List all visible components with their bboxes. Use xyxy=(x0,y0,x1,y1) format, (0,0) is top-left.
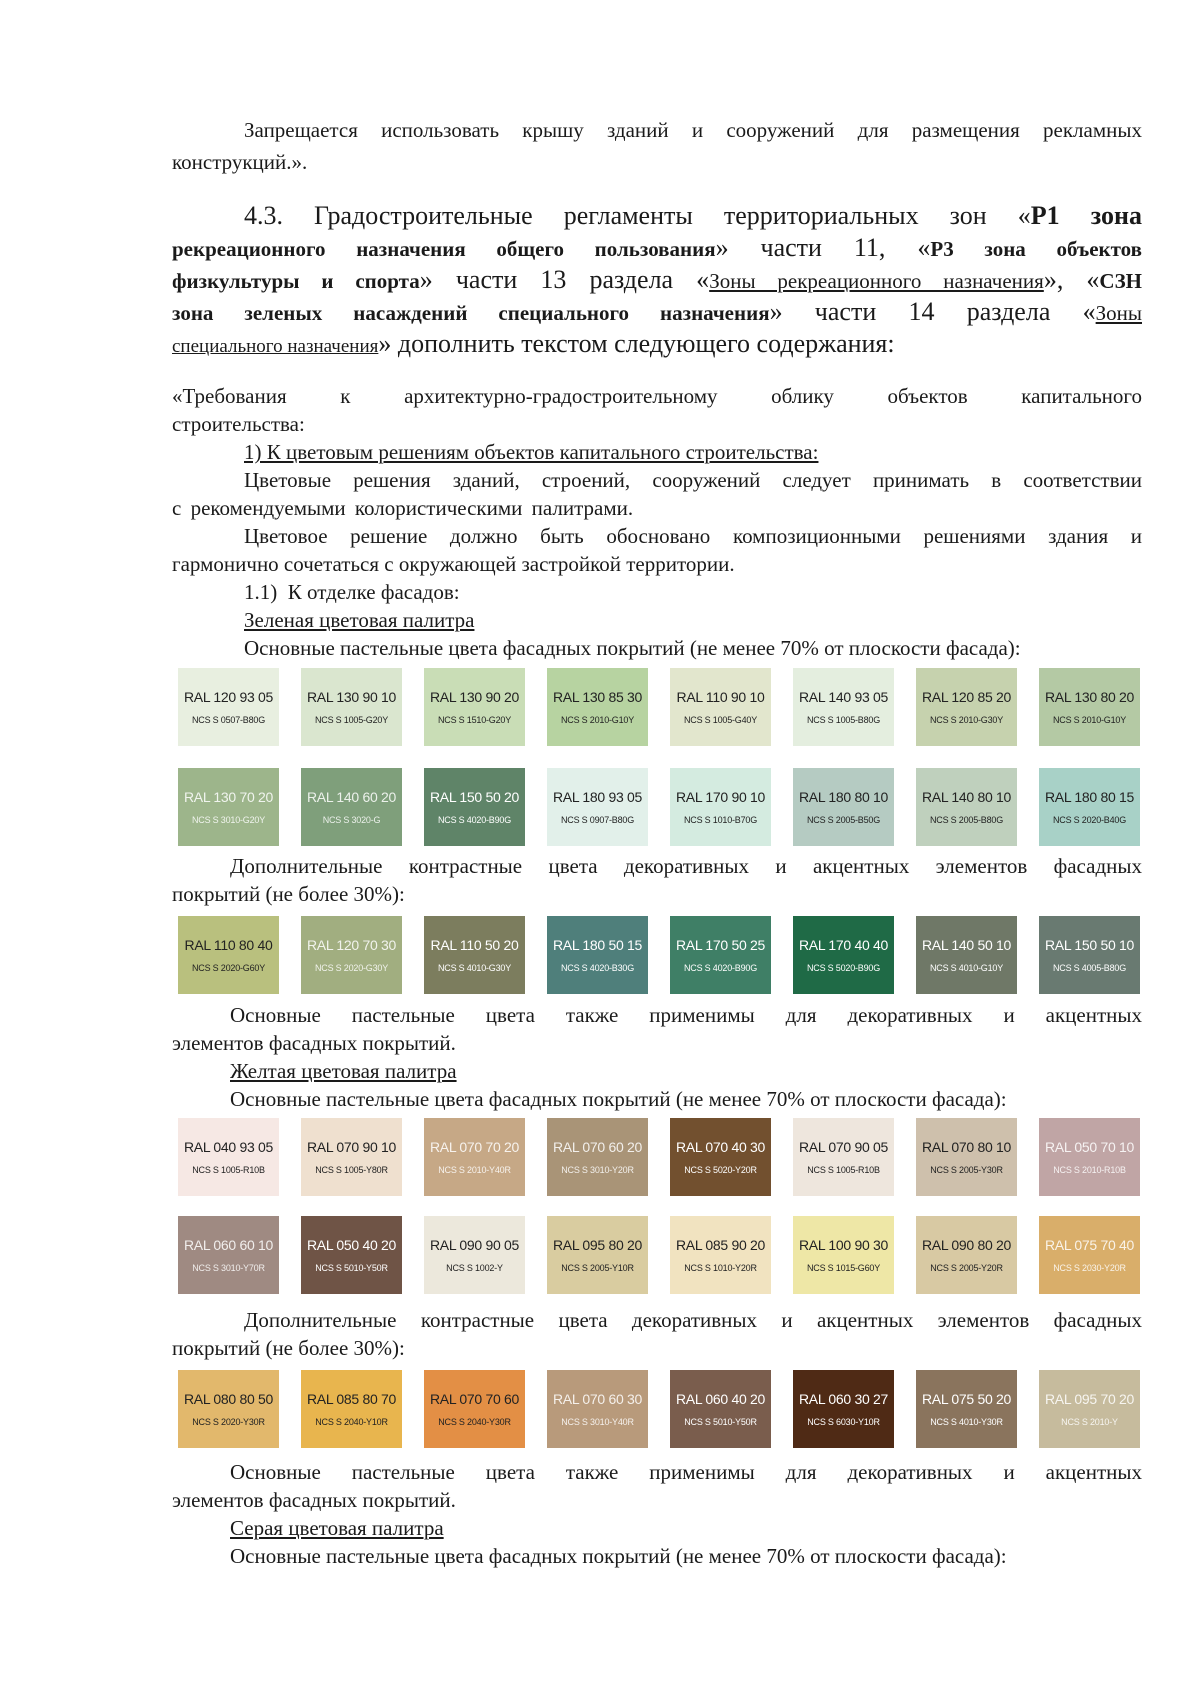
ral-code: RAL 140 80 10 xyxy=(922,789,1011,805)
paragraph-line: «Требования к архитектурно-градостроительному облику объектов капитального xyxy=(172,384,1142,408)
ral-code: RAL 050 40 20 xyxy=(307,1237,396,1253)
ral-code: RAL 110 50 20 xyxy=(430,937,519,953)
color-swatch xyxy=(793,668,894,746)
color-swatch xyxy=(793,1370,894,1448)
color-swatch xyxy=(547,1216,648,1294)
paragraph-line: покрытий (не более 30%): xyxy=(172,882,405,906)
ral-code: RAL 070 90 10 xyxy=(307,1139,396,1155)
ncs-code: NCS S 2020-G60Y xyxy=(191,963,266,973)
ral-code: RAL 095 70 20 xyxy=(1045,1391,1134,1407)
ral-code: RAL 140 60 20 xyxy=(307,789,396,805)
palette-title: Серая цветовая палитра xyxy=(230,1516,444,1540)
ncs-code: NCS S 3010-Y70R xyxy=(192,1263,265,1273)
ncs-code: NCS S 3010-Y40R xyxy=(561,1417,634,1427)
ncs-code: NCS S 0907-B80G xyxy=(560,815,635,825)
ncs-code: NCS S 4020-B30G xyxy=(560,963,635,973)
color-swatch xyxy=(301,1216,402,1294)
ncs-code: NCS S 1002-Y xyxy=(446,1263,503,1273)
ral-code: RAL 180 50 15 xyxy=(553,937,642,953)
ncs-code: NCS S 4010-G30Y xyxy=(437,963,512,973)
color-swatch xyxy=(424,916,525,994)
palette-yellow-main-row-2 xyxy=(178,1216,1142,1294)
color-swatch xyxy=(670,916,771,994)
color-swatch xyxy=(424,1370,525,1448)
section-heading-line xyxy=(172,264,1142,297)
paragraph-line: Дополнительные контрастные цвета декоративных и акцентных элементов фасадных xyxy=(230,854,1142,878)
ncs-code: NCS S 5010-Y50R xyxy=(315,1263,388,1273)
paragraph-line: Дополнительные контрастные цвета декоративных и акцентных элементов фасадных xyxy=(244,1308,1142,1332)
ncs-code: NCS S 4020-B90G xyxy=(437,815,512,825)
section-link[interactable]: Зоны xyxy=(1095,301,1142,325)
ral-code: RAL 070 70 20 xyxy=(430,1139,519,1155)
ral-code: RAL 170 50 25 xyxy=(676,937,765,953)
ncs-code: NCS S 1005-G20Y xyxy=(314,715,389,725)
section-heading-line xyxy=(244,200,1142,232)
ncs-code: NCS S 5020-Y20R xyxy=(684,1165,757,1175)
color-swatch xyxy=(547,1118,648,1196)
list-item-heading: 1.1) К отделке фасадов: xyxy=(244,580,460,604)
ral-code: RAL 050 70 10 xyxy=(1045,1139,1134,1155)
ral-code: RAL 140 93 05 xyxy=(799,689,888,705)
list-item-heading: 1) К цветовым решениям объектов капитального строительства: xyxy=(244,440,819,464)
ral-code: RAL 130 80 20 xyxy=(1045,689,1134,705)
bold-run: рекреационного назначения общего пользования xyxy=(172,237,716,261)
ncs-code: NCS S 1005-R10B xyxy=(807,1165,880,1175)
paragraph-line: элементов фасадных покрытий. xyxy=(172,1488,456,1512)
color-swatch xyxy=(1039,1118,1140,1196)
color-swatch xyxy=(547,668,648,746)
ncs-code: NCS S 1005-B80G xyxy=(806,715,881,725)
paragraph-line: конструкций.». xyxy=(172,150,308,174)
paragraph-line: Цветовое решение должно быть обосновано композиционными решениями здания и xyxy=(244,524,1142,548)
ral-code: RAL 130 70 20 xyxy=(184,789,273,805)
paragraph-line: Основные пастельные цвета фасадных покрытий (не менее 70% от плоскости фасада): xyxy=(230,1544,1007,1568)
color-swatch xyxy=(670,668,771,746)
paragraph-line: Основные пастельные цвета фасадных покрытий (не менее 70% от плоскости фасада): xyxy=(230,1087,1007,1111)
ral-code: RAL 070 60 30 xyxy=(553,1391,642,1407)
ral-code: RAL 170 40 40 xyxy=(799,937,888,953)
ral-code: RAL 110 90 10 xyxy=(676,689,765,705)
ncs-code: NCS S 1005-G40Y xyxy=(683,715,758,725)
ral-code: RAL 120 70 30 xyxy=(307,937,396,953)
section-link[interactable]: Зоны рекреационного назначения xyxy=(709,269,1044,293)
color-swatch xyxy=(916,916,1017,994)
color-swatch xyxy=(670,1118,771,1196)
ral-code: RAL 070 70 60 xyxy=(430,1391,519,1407)
color-swatch xyxy=(301,916,402,994)
ncs-code: NCS S 4010-Y30R xyxy=(930,1417,1003,1427)
palette-title: Желтая цветовая палитра xyxy=(230,1059,457,1083)
color-swatch xyxy=(424,668,525,746)
ral-code: RAL 150 50 10 xyxy=(1045,937,1134,953)
color-swatch xyxy=(301,668,402,746)
color-swatch xyxy=(301,1118,402,1196)
color-swatch xyxy=(424,768,525,846)
palette-title: Зеленая цветовая палитра xyxy=(244,608,475,632)
ral-code: RAL 085 90 20 xyxy=(676,1237,765,1253)
ncs-code: NCS S 0507-B80G xyxy=(191,715,266,725)
palette-yellow-extra xyxy=(178,1370,1142,1448)
ral-code: RAL 130 90 20 xyxy=(430,689,519,705)
ral-code: RAL 085 80 70 xyxy=(307,1391,396,1407)
ncs-code: NCS S 2010-Y xyxy=(1061,1417,1118,1427)
ral-code: RAL 060 30 27 xyxy=(799,1391,888,1407)
ncs-code: NCS S 2005-Y20R xyxy=(930,1263,1003,1273)
paragraph-line: строительства: xyxy=(172,412,305,436)
color-swatch xyxy=(1039,768,1140,846)
ncs-code: NCS S 2005-B80G xyxy=(929,815,1004,825)
section-heading-line xyxy=(172,232,1142,265)
section-link[interactable]: специального назначения xyxy=(172,336,379,357)
color-swatch xyxy=(793,1216,894,1294)
ncs-code: NCS S 2010-G10Y xyxy=(560,715,635,725)
paragraph-line: с рекомендуемыми колористическими палитрами. xyxy=(172,496,634,520)
ncs-code: NCS S 2040-Y10R xyxy=(315,1417,388,1427)
paragraph-line: Запрещается использовать крышу зданий и сооружений для размещения рекламных xyxy=(244,118,1142,142)
palette-green-main-row-1 xyxy=(178,668,1142,746)
bold-run: Р1 зона xyxy=(1030,201,1142,230)
color-swatch xyxy=(793,916,894,994)
ncs-code: NCS S 3010-Y20R xyxy=(561,1165,634,1175)
text-run: » дополнить текстом следующего содержания: xyxy=(378,329,895,358)
ncs-code: NCS S 2020-G30Y xyxy=(314,963,389,973)
ncs-code: NCS S 1510-G20Y xyxy=(437,715,512,725)
text-run: », « xyxy=(1043,265,1100,294)
ral-code: RAL 120 93 05 xyxy=(184,689,273,705)
ral-code: RAL 070 90 05 xyxy=(799,1139,888,1155)
ral-code: RAL 060 60 10 xyxy=(184,1237,273,1253)
ral-code: RAL 080 80 50 xyxy=(184,1391,273,1407)
ncs-code: NCS S 1005-Y80R xyxy=(315,1165,388,1175)
color-swatch xyxy=(424,1216,525,1294)
ncs-code: NCS S 1010-B70G xyxy=(683,815,758,825)
palette-green-extra xyxy=(178,916,1142,994)
color-swatch xyxy=(424,1118,525,1196)
ral-code: RAL 090 80 20 xyxy=(922,1237,1011,1253)
color-swatch xyxy=(670,768,771,846)
text-run: » части 11, « xyxy=(715,233,931,262)
paragraph-line: Основные пастельные цвета также применимы для декоративных и акцентных xyxy=(230,1460,1142,1484)
ral-code: RAL 180 80 10 xyxy=(799,789,888,805)
paragraph-line: Цветовые решения зданий, строений, сооружений следует принимать в соответствии xyxy=(244,468,1142,492)
color-swatch xyxy=(916,768,1017,846)
ncs-code: NCS S 3010-G20Y xyxy=(191,815,266,825)
color-swatch xyxy=(1039,1216,1140,1294)
ncs-code: NCS S 2010-Y40R xyxy=(438,1165,511,1175)
color-swatch xyxy=(178,1118,279,1196)
color-swatch xyxy=(301,1370,402,1448)
ral-code: RAL 040 93 05 xyxy=(184,1139,273,1155)
color-swatch xyxy=(916,668,1017,746)
ral-code: RAL 100 90 30 xyxy=(799,1237,888,1253)
ncs-code: NCS S 1015-G60Y xyxy=(806,1263,881,1273)
color-swatch xyxy=(547,1370,648,1448)
ral-code: RAL 150 50 20 xyxy=(430,789,519,805)
paragraph-line: элементов фасадных покрытий. xyxy=(172,1031,456,1055)
ncs-code: NCS S 2020-B40G xyxy=(1052,815,1127,825)
paragraph-line: гармонично сочетаться с окружающей застройкой территории. xyxy=(172,552,735,576)
color-swatch xyxy=(178,916,279,994)
color-swatch xyxy=(178,668,279,746)
ral-code: RAL 130 85 30 xyxy=(553,689,642,705)
color-swatch xyxy=(1039,916,1140,994)
ral-code: RAL 095 80 20 xyxy=(553,1237,642,1253)
color-swatch xyxy=(301,768,402,846)
color-swatch xyxy=(670,1216,771,1294)
ncs-code: NCS S 1005-R10B xyxy=(192,1165,265,1175)
ral-code: RAL 120 85 20 xyxy=(922,689,1011,705)
ral-code: RAL 180 80 15 xyxy=(1045,789,1134,805)
ral-code: RAL 070 80 10 xyxy=(922,1139,1011,1155)
palette-green-main-row-2 xyxy=(178,768,1142,846)
text-run: » части 14 раздела « xyxy=(769,297,1096,326)
text-run: 4.3. Градостроительные регламенты территориальных зон « xyxy=(244,201,1031,230)
ncs-code: NCS S 2010-G30Y xyxy=(929,715,1004,725)
color-swatch xyxy=(178,768,279,846)
ncs-code: NCS S 2030-Y20R xyxy=(1053,1263,1126,1273)
color-swatch xyxy=(1039,668,1140,746)
ncs-code: NCS S 2005-B50G xyxy=(806,815,881,825)
ncs-code: NCS S 4010-G10Y xyxy=(929,963,1004,973)
color-swatch xyxy=(916,1370,1017,1448)
color-swatch xyxy=(178,1370,279,1448)
color-swatch xyxy=(547,768,648,846)
ral-code: RAL 140 50 10 xyxy=(922,937,1011,953)
section-heading-line xyxy=(172,328,895,363)
bold-run: СЗН xyxy=(1099,269,1143,293)
section-heading-line xyxy=(172,296,1142,329)
color-swatch xyxy=(547,916,648,994)
color-swatch xyxy=(793,768,894,846)
ncs-code: NCS S 3020-G xyxy=(322,815,381,825)
ncs-code: NCS S 2040-Y30R xyxy=(438,1417,511,1427)
ncs-code: NCS S 2010-R10B xyxy=(1053,1165,1126,1175)
ral-code: RAL 180 93 05 xyxy=(553,789,642,805)
ncs-code: NCS S 2020-Y30R xyxy=(192,1417,265,1427)
ncs-code: NCS S 4020-B90G xyxy=(683,963,758,973)
palette-yellow-main-row-1 xyxy=(178,1118,1142,1196)
ral-code: RAL 110 80 40 xyxy=(184,937,273,953)
color-swatch xyxy=(793,1118,894,1196)
bold-run: Р3 зона объектов xyxy=(930,237,1142,261)
bold-run: физкультуры и спорта xyxy=(172,269,420,293)
color-swatch xyxy=(916,1216,1017,1294)
ral-code: RAL 170 90 10 xyxy=(676,789,765,805)
ral-code: RAL 090 90 05 xyxy=(430,1237,519,1253)
paragraph-line: покрытий (не более 30%): xyxy=(172,1336,405,1360)
ncs-code: NCS S 2010-G10Y xyxy=(1052,715,1127,725)
ral-code: RAL 060 40 20 xyxy=(676,1391,765,1407)
ral-code: RAL 075 50 20 xyxy=(922,1391,1011,1407)
color-swatch xyxy=(178,1216,279,1294)
bold-run: зона зеленых насаждений специального назначения xyxy=(172,301,770,325)
text-run: » части 13 раздела « xyxy=(419,265,710,294)
ncs-code: NCS S 5010-Y50R xyxy=(684,1417,757,1427)
color-swatch xyxy=(670,1370,771,1448)
ncs-code: NCS S 2005-Y30R xyxy=(930,1165,1003,1175)
ncs-code: NCS S 6030-Y10R xyxy=(807,1417,880,1427)
color-swatch xyxy=(916,1118,1017,1196)
ral-code: RAL 130 90 10 xyxy=(307,689,396,705)
ncs-code: NCS S 4005-B80G xyxy=(1052,963,1127,973)
ncs-code: NCS S 1010-Y20R xyxy=(684,1263,757,1273)
ral-code: RAL 070 40 30 xyxy=(676,1139,765,1155)
ncs-code: NCS S 2005-Y10R xyxy=(561,1263,634,1273)
ral-code: RAL 075 70 40 xyxy=(1045,1237,1134,1253)
ncs-code: NCS S 5020-B90G xyxy=(806,963,881,973)
ral-code: RAL 070 60 20 xyxy=(553,1139,642,1155)
paragraph-line: Основные пастельные цвета также применимы для декоративных и акцентных xyxy=(230,1003,1142,1027)
color-swatch xyxy=(1039,1370,1140,1448)
paragraph-line: Основные пастельные цвета фасадных покрытий (не менее 70% от плоскости фасада): xyxy=(244,636,1021,660)
